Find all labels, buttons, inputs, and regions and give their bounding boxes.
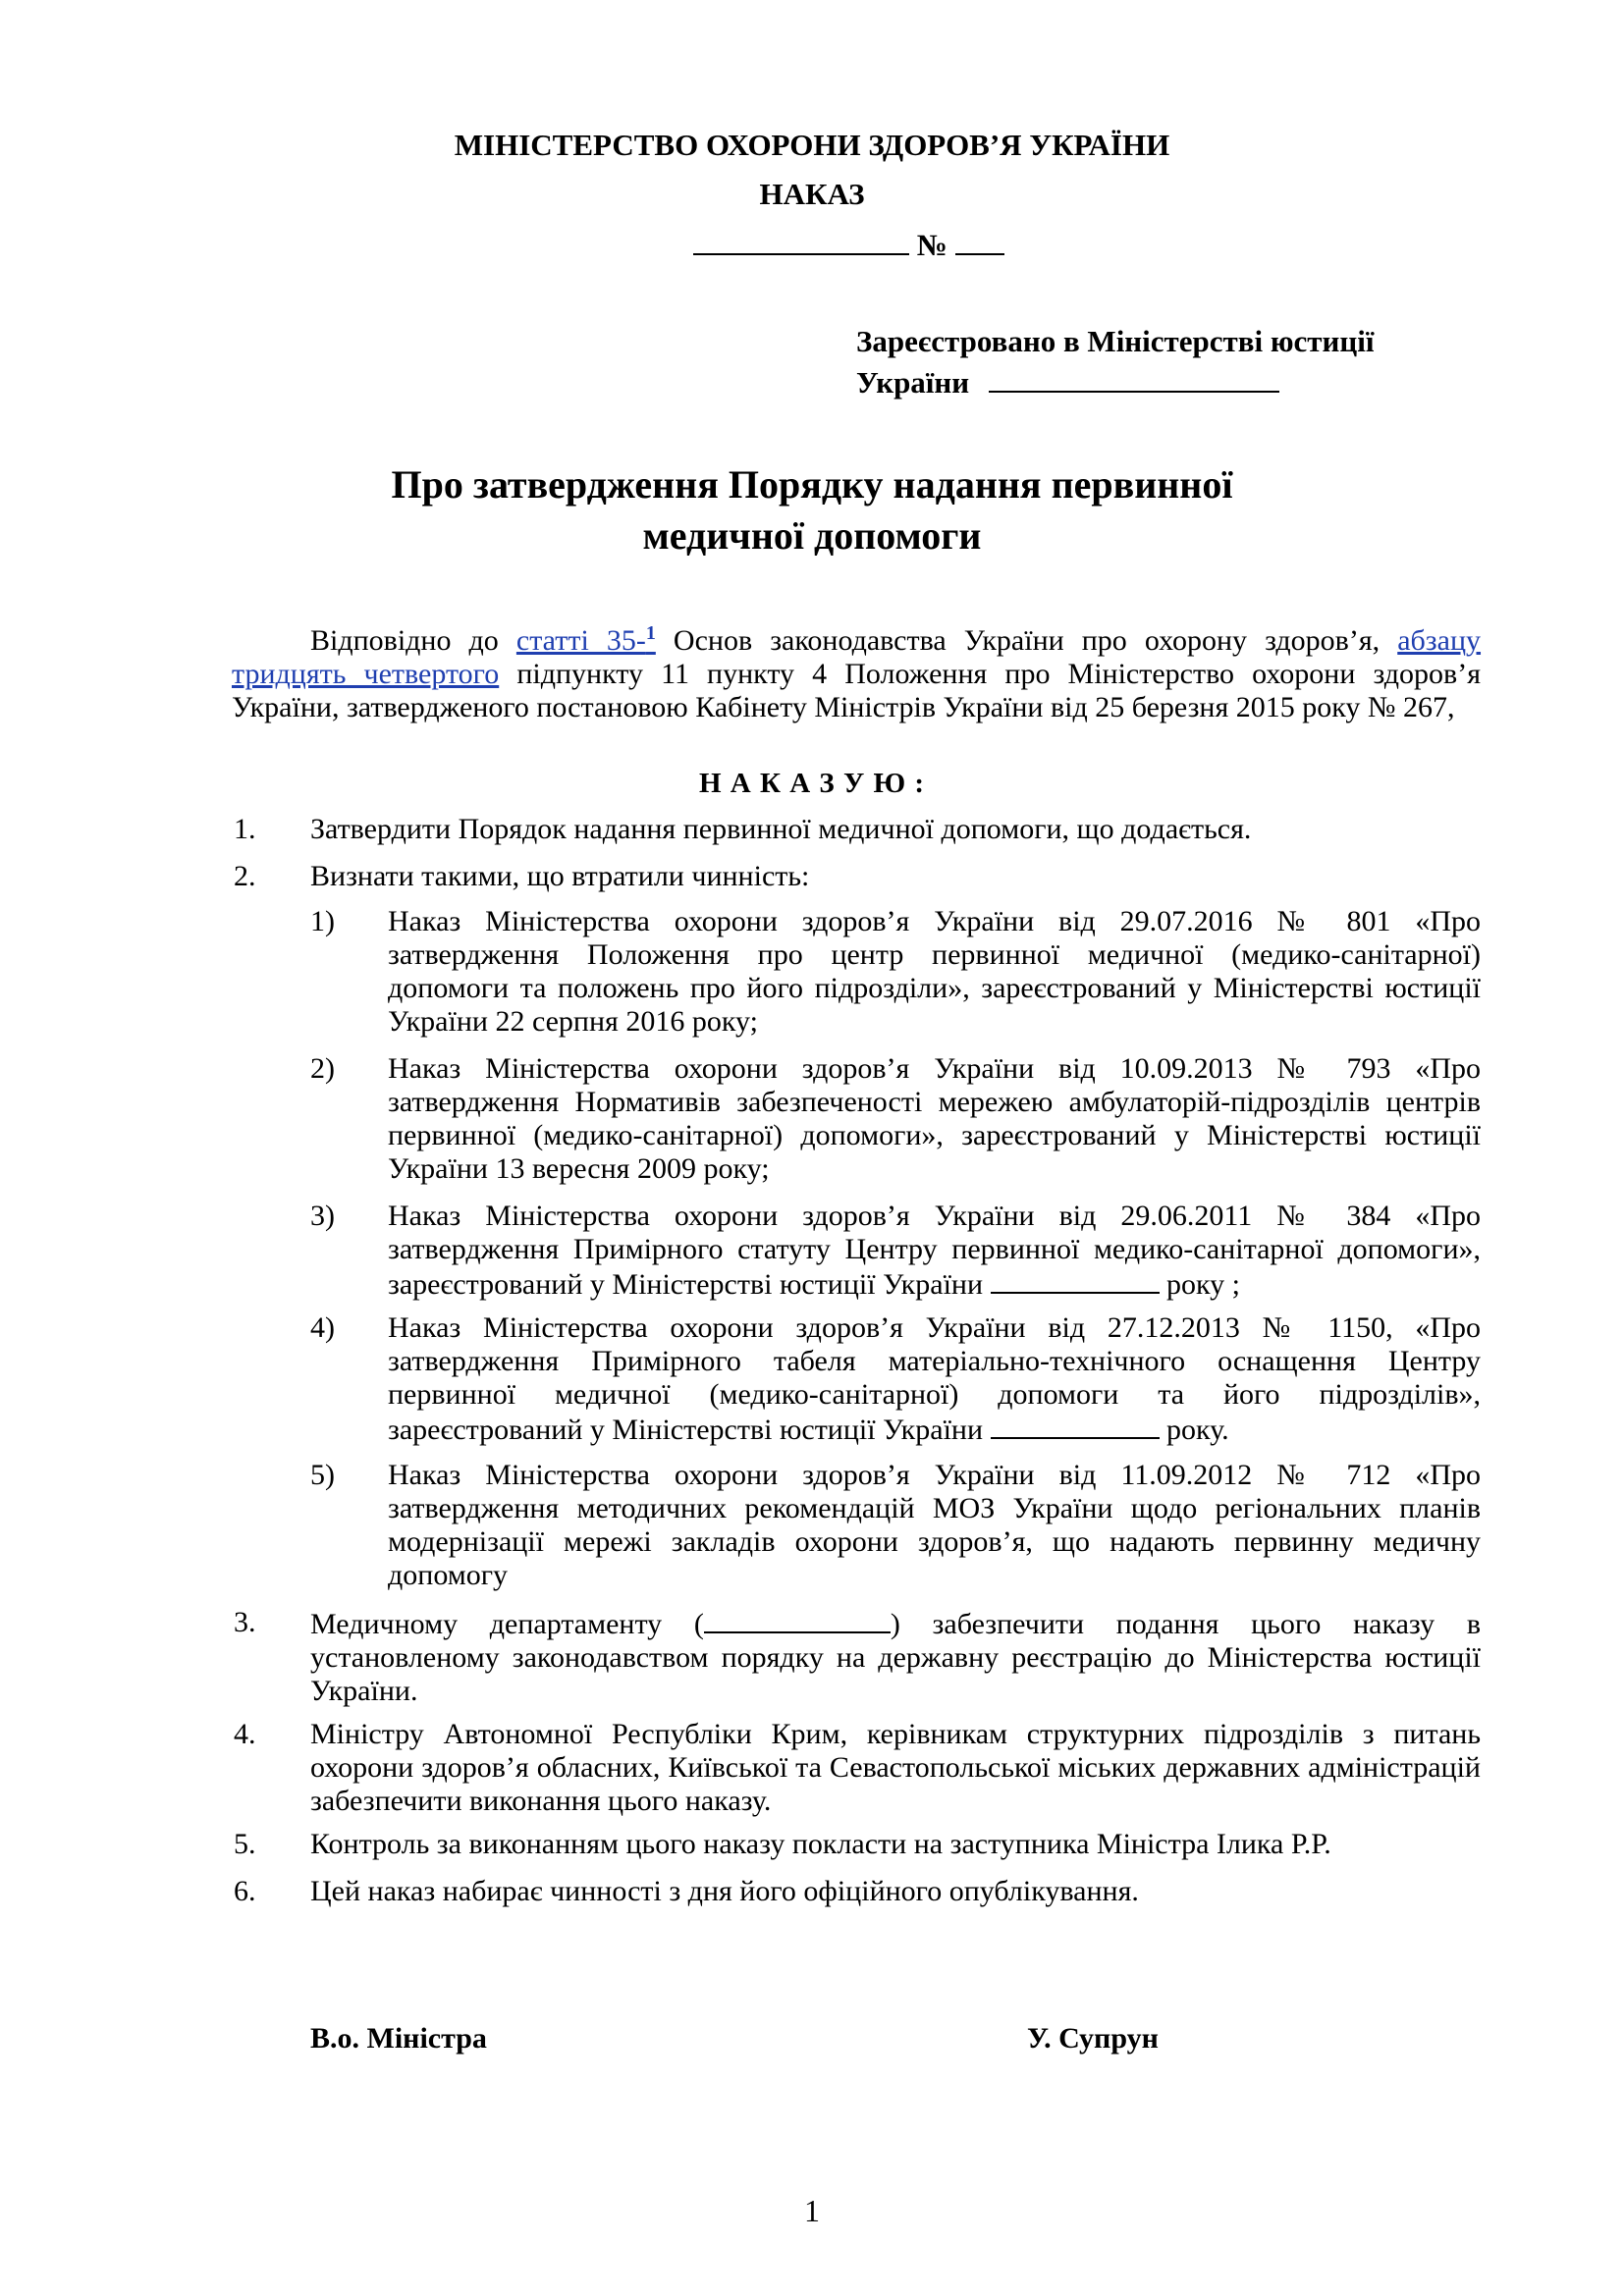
article-35-superscript: 1 [645, 622, 656, 644]
subitem-number: 1) [310, 905, 335, 937]
ministry-heading: МІНІСТЕРСТВО ОХОРОНИ ЗДОРОВ’Я УКРАЇНИ [454, 128, 1170, 162]
subitem-text-a: Наказ Міністерства охорони здоров’я України від 29.06.2011 № 384 «Про затвердження Примірного статуту Центру первинної медико-санітарної допомоги», зареєстрований у Міністерстві юстиції України [388, 1200, 1481, 1301]
registration-country: України [856, 365, 970, 400]
paragraph-34-link-text-b: тридцять четвертого [232, 658, 500, 690]
subitem-text-b: року. [1166, 1414, 1229, 1446]
article-35-link[interactable] [516, 624, 656, 657]
subitem-text: Наказ Міністерства охорони здоров’я України від 10.09.2013 № 793 «Про затвердження Нормативів забезпеченості мережею амбулаторій-підрозділів центрів первинної (медико-санітарної) допомоги», зареєстрований у Міністерстві юстиції України 13 вересня 2009 року; [388, 1052, 1481, 1185]
item-text: Контроль за виконанням цього наказу покласти на заступника Міністра Ілика Р.Р. [310, 1828, 1331, 1860]
registration-blank [989, 365, 1279, 393]
subitem-text-a: Наказ Міністерства охорони здоров’я України від 27.12.2013 № 1150, «Про затвердження Примірного табеля матеріально-технічного оснащення Центру первинної медичної (медико-санітарної) допомоги та його підрозділів», зареєстрований у Міністерстві юстиції України [388, 1311, 1481, 1446]
number-sign: № [916, 228, 947, 262]
subitem-number: 2) [310, 1052, 335, 1085]
item-number: 6. [234, 1875, 256, 1907]
item-text [310, 1606, 1481, 1708]
registration-date-blank [991, 1266, 1160, 1294]
page-number: 1 [804, 2193, 820, 2228]
item-number: 1. [234, 813, 256, 845]
item-text: Цей наказ набирає чинності з дня його офіційного опублікування. [310, 1875, 1139, 1907]
preamble-text-2: Основ законодавства України про охорону здоров’я, [673, 624, 1380, 657]
subitem-text-b: року ; [1166, 1268, 1241, 1301]
subitem-text: Наказ Міністерства охорони здоров’я України від 29.07.2016 № 801 «Про затвердження Положення про центр первинної медичної (медико-санітарної) допомоги та положень про його підрозділи», зареєстрований у Міністерстві юстиції України 22 серпня 2016 року; [388, 905, 1481, 1038]
subitem-text [388, 1200, 1481, 1302]
signature-name: У. Супрун [1027, 2022, 1159, 2055]
signature-position: В.о. Міністра [310, 2022, 487, 2055]
article-35-link-text: статті 35- [515, 624, 646, 657]
preamble-paragraph [232, 616, 1481, 724]
subitem-text [388, 1311, 1481, 1447]
department-blank [704, 1606, 891, 1633]
item-number: 2. [234, 860, 256, 892]
subitem-text: Наказ Міністерства охорони здоров’я України від 11.09.2012 № 712 «Про затвердження методичних рекомендацій МОЗ України щодо регіональних планів модернізації мережі закладів охорони здоров’я, що надають первинну медичну допомогу [388, 1459, 1481, 1591]
document-title-line-2: медичної допомоги [642, 513, 982, 558]
registration-date-blank [991, 1412, 1160, 1439]
subitem-number: 5) [310, 1459, 335, 1491]
order-heading: НАКАЗ [759, 177, 865, 211]
paragraph-34-link-text-a: абзацу [1397, 624, 1482, 657]
subitem-number: 4) [310, 1311, 335, 1344]
item-text: Визнати такими, що втратили чинність: [310, 860, 810, 892]
item-number: 4. [234, 1718, 256, 1750]
document-title-line-1: Про затвердження Порядку надання первинної [391, 462, 1233, 507]
item-text: Міністру Автономної Республіки Крим, керівникам структурних підрозділів з питань охорони здоров’я обласних, Київської та Севастопольської міських державних адміністрацій забезпечити виконання цього наказу. [310, 1718, 1481, 1817]
registration-line-2 [856, 365, 1279, 400]
preamble-text-3: підпункту 11 пункту 4 Положення про Міністерство охорони здоров’я України, затвердженого постановою Кабінету Міністрів України від 25 березня 2015 року № 267, [232, 658, 1481, 723]
registration-line-1: Зареєстровано в Міністерстві юстиції [856, 324, 1375, 358]
preamble-text-1: Відповідно до [310, 624, 499, 657]
item-number: 5. [234, 1828, 256, 1860]
item-text-a: Медичному департаменту ( [310, 1608, 704, 1640]
order-date-blank [693, 228, 909, 255]
item-number: 3. [234, 1606, 256, 1638]
item-text-b: ) забезпечити подання цього наказу в установленому законодавством порядку на державну реєстрацію до Міністерства юстиції України. [310, 1608, 1481, 1707]
item-text: Затвердити Порядок надання первинної медичної допомоги, що додається. [310, 813, 1252, 845]
decree-heading: Н А К А З У Ю : [698, 768, 926, 799]
order-number-blank [955, 228, 1004, 255]
subitem-number: 3) [310, 1200, 335, 1232]
order-number-line [693, 228, 1004, 263]
